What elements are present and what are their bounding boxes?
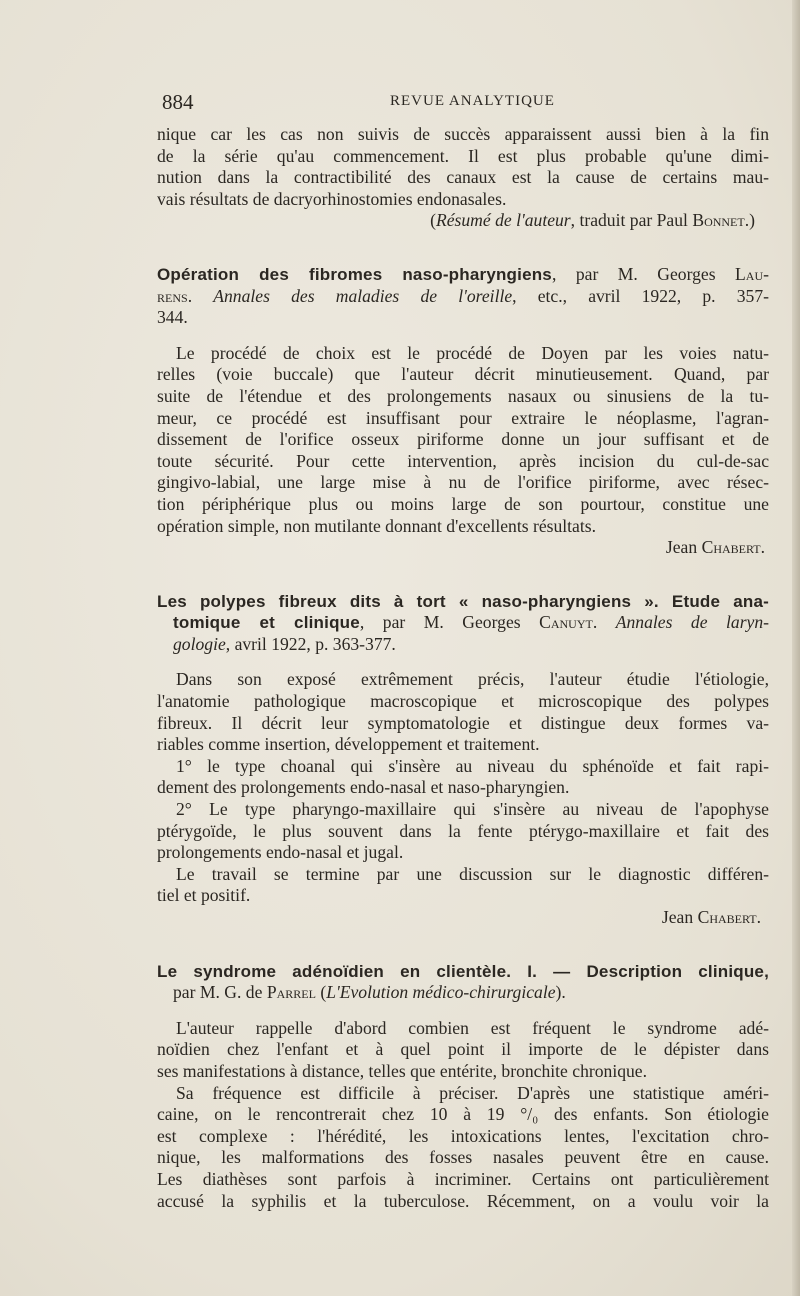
text-line: relles (voie buccale) que l'auteur décrit minutieusement. Quand, par: [157, 364, 769, 385]
article-2-heading: [157, 591, 769, 656]
article-2-ref-sep: .: [592, 612, 616, 633]
attribution-text: , traduit par Paul: [570, 210, 693, 231]
article-1-ref-pages: 344.: [157, 307, 188, 328]
text-line: accusé la syphilis et la tuberculose. Récemment, on a voulu voir la: [157, 1190, 769, 1211]
article-1-signature: [157, 537, 765, 559]
text-line: de la série qu'au commencement. Il est plus probable qu'une dimi-: [157, 145, 769, 166]
article-3-heading: [157, 961, 769, 1004]
text-line: nution dans la contractibilité des canaux est la cause de certains mau-: [157, 167, 769, 188]
list-item-line: 2° Le type pharyngo-maxillaire qui s'insère au niveau de l'apophyse: [176, 799, 769, 820]
page-number: 884: [162, 90, 194, 114]
text-line: ses manifestations à distance, telles que entérite, bronchite chronique.: [157, 1060, 648, 1081]
article-1-author: Lau-: [735, 263, 769, 284]
text-line: meur, ce procédé est insuffisant pour extraire le néoplasme, l'agran-: [157, 407, 769, 428]
article-2-author: Canuyt: [539, 612, 593, 633]
text-line: Le travail se termine par une discussion sur le diagnostic différen-: [176, 863, 769, 884]
signature-first: Jean: [661, 907, 698, 927]
article-2-journal-cont: gologie: [173, 633, 226, 654]
article-3-title: Le syndrome adénoïdien en clientèle. I. — Description clinique,: [157, 961, 769, 981]
list-item-line: 1° le type choanal qui s'insère au niveau du sphénoïde et fait rapi-: [176, 755, 769, 776]
text-line: Le procédé de choix est le procédé de Doyen par les voies natu-: [176, 342, 769, 363]
article-1-author-cont: rens: [157, 285, 188, 306]
attribution-source: Résumé de l'auteur: [435, 210, 571, 231]
article-2-journal: Annales de laryn-: [615, 612, 770, 633]
article-2-ref: , par M. Georges: [359, 612, 540, 633]
signature-dot: .: [760, 537, 765, 558]
article-3-journal: L'Evolution médico-chirurgicale: [326, 982, 556, 1003]
article-3-ref: par M. G. de: [173, 982, 267, 1003]
text-line: caine, on le rencontrerait chez 10 à 19 °/₀ des enfants. Son étiologie: [157, 1104, 769, 1125]
text-line: l'anatomie pathologique macroscopique et microscopique des polypes: [157, 691, 769, 712]
article-2-signature: [157, 907, 761, 929]
article-2-title-cont: tomique et clinique: [173, 613, 360, 633]
signature-last: Chabert: [697, 907, 757, 927]
article-1-journal: Annales des maladies de l'oreille: [213, 285, 513, 306]
text-line: dissement de l'orifice osseux piriforme donne un jour suffisant et de: [157, 429, 769, 450]
text-line: Dans son exposé extrêmement précis, l'auteur étudie l'étiologie,: [176, 669, 769, 690]
text-line: Les diathèses sont parfois à incriminer. Certains ont particulièrement: [157, 1168, 769, 1189]
text-line: L'auteur rappelle d'abord combien est fréquent le syndrome adé-: [176, 1017, 769, 1038]
article-1-ref-sep: .: [187, 285, 214, 306]
article-2-title: Les polypes fibreux dits à tort « naso-pharyngiens ». Etude ana-: [157, 591, 769, 611]
signature-first: Jean: [665, 537, 702, 558]
page-content: [157, 124, 769, 1212]
text-line: toute sécurité. Pour cette intervention, après incision du cul-de-sac: [157, 450, 769, 471]
page-edge-shadow: [792, 0, 800, 1296]
signature-last: Chabert: [701, 537, 761, 558]
attribution-translator: Bonnet: [692, 210, 745, 231]
attribution-paren: (: [430, 210, 436, 231]
article-2-body: [157, 669, 769, 907]
list-item-line: ptérygoïde, le plus souvent dans la fente ptérygo-maxillaire et fait des: [157, 820, 769, 841]
article-1-body: [157, 343, 769, 537]
text-line: nique car les cas non suivis de succès apparaissent aussi bien à la fin: [157, 124, 769, 144]
text-line: riables comme insertion, développement et traitement.: [157, 734, 540, 755]
text-line: tiel et positif.: [157, 885, 251, 906]
text-line: nique, les malformations des fosses nasales peuvent être en cause.: [157, 1147, 769, 1168]
text-line: est complexe : l'hérédité, les intoxications lentes, l'excitation chro-: [157, 1125, 769, 1146]
text-line: suite de l'étendue et des prolongements nasaux ou sinusiens de la tu-: [157, 385, 769, 406]
article-2-ref-date: , avril 1922, p. 363-377.: [225, 633, 396, 654]
article-3-author: Parrel: [266, 982, 316, 1003]
article-3-ref-sep: (: [315, 982, 327, 1003]
article-3-body: [157, 1018, 769, 1212]
page-header: [162, 90, 762, 116]
text-line: gingivo-labial, une large mise à nu de l'orifice piriforme, avec résec-: [157, 472, 769, 493]
text-line: vais résultats de dacryorhinostomies endonasales.: [157, 188, 507, 209]
list-item-line: prolongements endo-nasal et jugal.: [157, 842, 404, 863]
text-line: fibreux. Il décrit leur symptomatologie et distingue deux formes va-: [157, 712, 769, 733]
article-1-ref-date: , etc., avril 1922, p. 357-: [512, 285, 769, 306]
running-head: REVUE ANALYTIQUE: [390, 93, 555, 109]
article-3-ref-close: ).: [555, 982, 566, 1003]
article-1-title: Opération des fibromes naso-pharyngiens: [157, 264, 552, 284]
signature-dot: .: [756, 907, 761, 927]
article-1-ref: , par M. Georges: [551, 263, 736, 284]
intro-paragraph: [157, 124, 769, 210]
text-line: noïdien chez l'enfant et à quel point il importe de le dépister dans: [157, 1039, 769, 1060]
list-item-line: dement des prolongements endo-nasal et naso-pharyngien.: [157, 777, 570, 798]
text-line: opération simple, non mutilante donnant d'excellents résultats.: [157, 515, 597, 536]
attribution-close: .): [744, 210, 755, 231]
text-line: tion périphérique plus ou moins large de son pourtour, constitue une: [157, 493, 769, 514]
article-1-heading: [157, 264, 769, 329]
text-line: Sa fréquence est difficile à préciser. D'après une statistique améri-: [176, 1082, 769, 1103]
intro-attribution: [157, 210, 755, 232]
